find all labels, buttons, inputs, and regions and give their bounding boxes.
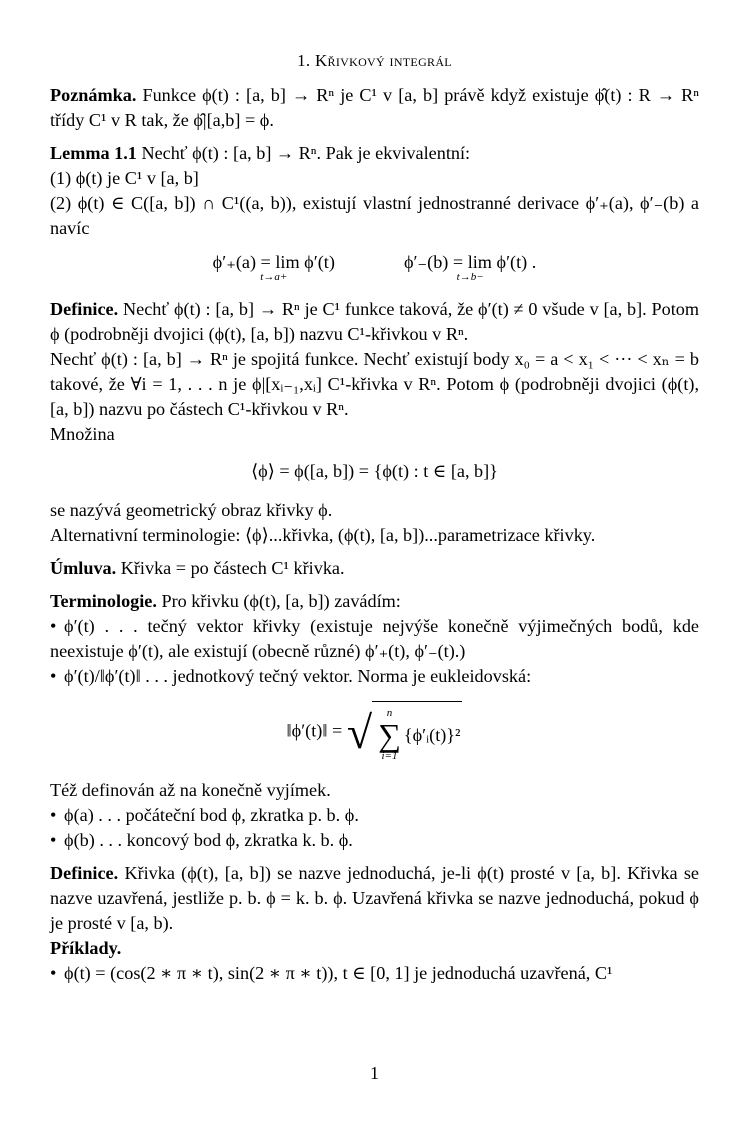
- list-item: • ϕ(t) = (cos(2 ∗ π ∗ t), sin(2 ∗ π ∗ t)), t ∈ [0, 1] je jednoduchá uzavřená, C¹: [50, 963, 613, 984]
- convention-text: Křivka = po částech C¹ křivka.: [120, 558, 345, 579]
- convention-paragraph: [50, 556, 699, 581]
- definition-text-1: Nechť ϕ(t) : [a, b] → Rⁿ je C¹ funkce taková, že ϕ′(t) ≠ 0 všude v [a, b]. Potom ϕ (podrobněji dvojici (ϕ(t), [a, b]) nazvu C¹-křivkou v Rⁿ.: [50, 299, 699, 345]
- definition-text-4: se nazývá geometrický obraz křivky ϕ.: [50, 500, 333, 521]
- convention-label: Úmluva.: [50, 558, 117, 579]
- lemma-formula-right-sub: t→b−: [456, 271, 484, 284]
- definition-text-3: Množina: [50, 424, 115, 445]
- definition-2-text: Křivka (ϕ(t), [a, b]) se nazve jednoduchá, je-li ϕ(t) prosté v [a, b]. Křivka se nazve uzavřená, jestliže p. b. ϕ = k. b. ϕ. Uzavřená křivka se nazve jednoduchá, pokud ϕ je prosté v [a, b).: [50, 863, 700, 934]
- definition-label-2: Definice.: [50, 863, 119, 884]
- sum-lower: i=1: [381, 750, 398, 763]
- definition-block-2: [50, 861, 699, 936]
- definition-block-1: [50, 297, 699, 548]
- lemma-item-2: (2) ϕ(t) ∈ C([a, b]) ∩ C¹((a, b)), existují vlastní jednostranné derivace ϕ′₊(a), ϕ′₋(b) a navíc: [50, 193, 699, 238]
- terminology-block: [50, 589, 699, 853]
- list-item: • ϕ′(t) . . . tečný vektor křivky (existuje nejvýše konečně výjimečných bodů, kde neexistuje ϕ′(t), ale existují (obecně různé) ϕ′₊(t), ϕ′₋(t).): [50, 616, 699, 662]
- sum-upper: n: [386, 707, 393, 720]
- terminology-label: Terminologie.: [50, 591, 157, 612]
- norm-lhs: ‖ϕ′(t)‖ =: [286, 720, 343, 741]
- sum-term: {ϕ′ᵢ(t)}²: [403, 724, 461, 745]
- lemma-intro: Nechť ϕ(t) : [a, b] → Rⁿ. Pak je ekvivalentní:: [141, 143, 471, 163]
- remark-label: Poznámka.: [50, 85, 137, 105]
- norm-formula: [50, 701, 699, 764]
- list-item: • ϕ′(t)/‖ϕ′(t)‖ . . . jednotkový tečný vektor. Norma je eukleidovská:: [50, 666, 532, 687]
- list-item: • ϕ(a) . . . počáteční bod ϕ, zkratka p. b. ϕ.: [50, 805, 359, 826]
- definition-text-2: Nechť ϕ(t) : [a, b] → Rⁿ je spojitá funkce. Nechť existují body x₀ = a < x₁ < ··· < xₙ = b takové, že ∀i = 1, . . . n je ϕ|[xᵢ₋₁,xᵢ] C¹-křivka v Rⁿ. Potom ϕ (podrobněji dvojici (ϕ(t), [a, b]) nazvu po částech C¹-křivkou v Rⁿ.: [50, 349, 699, 420]
- terminology-after: Též definován až na konečně vyjímek.: [50, 780, 331, 801]
- lemma-formula-right: ϕ′₋(b) = lim ϕ′(t) .: [403, 252, 537, 272]
- section-heading: Křivkový integrál: [314, 51, 452, 70]
- remark-text: Funkce ϕ(t) : [a, b] → Rⁿ je C¹ v [a, b] právě když existuje ϕ̂(t) : R → Rⁿ třídy C¹ v R tak, že ϕ̂|[a,b] = ϕ.: [50, 85, 699, 130]
- examples-label: Příklady.: [50, 938, 122, 959]
- lemma-label: Lemma 1.1: [50, 143, 137, 163]
- lemma-formula: [50, 253, 699, 283]
- definition-text-5: Alternativní terminologie: ⟨ϕ⟩...křivka, (ϕ(t), [a, b])...parametrizace křivky.: [50, 525, 596, 546]
- lemma-block: [50, 141, 699, 283]
- list-item: • ϕ(b) . . . koncový bod ϕ, zkratka k. b. ϕ.: [50, 830, 353, 851]
- examples-block: [50, 936, 699, 986]
- terminology-intro: Pro křivku (ϕ(t), [a, b]) zavádím:: [161, 591, 401, 612]
- lemma-formula-left: ϕ′₊(a) = lim ϕ′(t): [212, 252, 335, 272]
- lemma-formula-left-sub: t→a+: [260, 271, 288, 284]
- geometric-image-formula: ⟨ϕ⟩ = ϕ([a, b]) = {ϕ(t) : t ∈ [a, b]}: [251, 461, 498, 482]
- sum-sign: ∑: [378, 717, 401, 754]
- section-title: [50, 48, 699, 73]
- section-number: 1.: [297, 51, 311, 70]
- sqrt-sign: √: [346, 706, 373, 758]
- remark-paragraph: [50, 83, 699, 133]
- page-number: 1: [370, 1063, 379, 1083]
- lemma-item-1: (1) ϕ(t) je C¹ v [a, b]: [50, 168, 199, 188]
- definition-label: Definice.: [50, 299, 119, 320]
